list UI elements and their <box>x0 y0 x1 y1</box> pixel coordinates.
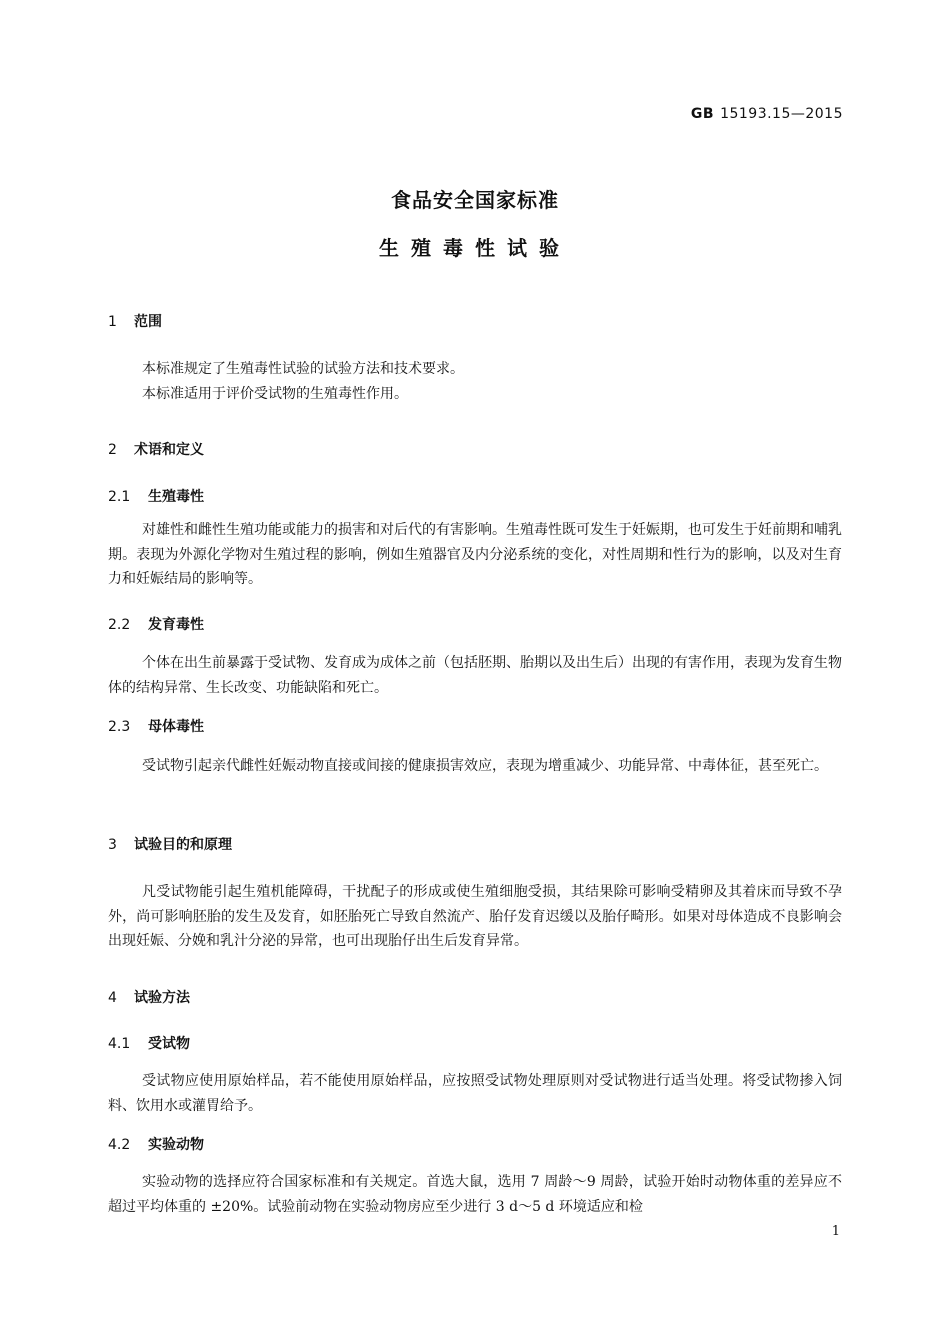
document-subtitle: 生殖毒性试验 <box>379 236 571 260</box>
subsection-heading-2-1 <box>108 486 204 506</box>
paragraph: 本标准适用于评价受试物的生殖毒性作用。 <box>142 386 408 402</box>
subsection-title: 受试物 <box>148 1036 190 1052</box>
standard-prefix: GB <box>690 106 715 122</box>
paragraph: 本标准规定了生殖毒性试验的试验方法和技术要求。 <box>142 361 464 377</box>
section-number: 1 <box>108 314 117 330</box>
paragraph: 受试物引起亲代雌性妊娠动物直接或间接的健康损害效应，表现为增重减少、功能异常、中毒体征，甚至死亡。 <box>142 758 828 774</box>
document-title: 食品安全国家标准 <box>391 188 559 212</box>
paragraph: 受试物应使用原始样品，若不能使用原始样品，应按照受试物处理原则对受试物进行适当处理。将受试物掺入饲料、饮用水或灌胃给予。 <box>108 1073 842 1114</box>
subsection-heading-4-2 <box>108 1134 204 1154</box>
subsection-number: 2.2 <box>108 617 131 633</box>
subsection-number: 4.2 <box>108 1137 131 1153</box>
subsection-number: 4.1 <box>108 1036 131 1052</box>
paragraph: 凡受试物能引起生殖机能障碍，干扰配子的形成或使生殖细胞受损，其结果除可影响受精卵及其着床而导致不孕外，尚可影响胚胎的发生及发育，如胚胎死亡导致自然流产、胎仔发育迟缓以及胎仔畸形。如果对母体造成不良影响会出现妊娠、分娩和乳汁分泌的异常，也可出现胎仔出生后发育异常。 <box>108 884 842 949</box>
standard-code <box>691 106 843 122</box>
section-heading-4 <box>108 987 190 1007</box>
section-heading-1 <box>108 311 162 331</box>
paragraph: 个体在出生前暴露于受试物、发育成为成体之前（包括胚期、胎期以及出生后）出现的有害作用，表现为发育生物体的结构异常、生长改变、功能缺陷和死亡。 <box>108 655 842 696</box>
subsection-heading-2-2 <box>108 614 204 634</box>
section-number: 3 <box>108 837 117 853</box>
subsection-number: 2.3 <box>108 719 131 735</box>
subsection-title: 发育毒性 <box>148 617 204 633</box>
section-title: 范围 <box>134 314 162 330</box>
standard-number: 15193.15—2015 <box>720 106 843 122</box>
section-heading-2 <box>108 439 204 459</box>
subsection-heading-2-3 <box>108 716 204 736</box>
section-title: 术语和定义 <box>134 442 204 458</box>
paragraph: 实验动物的选择应符合国家标准和有关规定。首选大鼠，选用 7 周龄～9 周龄，试验开始时动物体重的差异应不超过平均体重的 ±20%。试验前动物在实验动物房应至少进行 3 d～5 d 环境适应和检 <box>108 1174 842 1215</box>
section-title: 试验目的和原理 <box>134 837 232 853</box>
subsection-number: 2.1 <box>108 489 131 505</box>
subsection-heading-4-1 <box>108 1033 190 1053</box>
section-title: 试验方法 <box>134 990 190 1006</box>
section-number: 4 <box>108 990 117 1006</box>
page-number: 1 <box>831 1224 840 1239</box>
subsection-title: 生殖毒性 <box>148 489 204 505</box>
paragraph: 对雄性和雌性生殖功能或能力的损害和对后代的有害影响。生殖毒性既可发生于妊娠期，也可发生于妊前期和哺乳期。表现为外源化学物对生殖过程的影响，例如生殖器官及内分泌系统的变化，对性周期和性行为的影响，以及对生育力和妊娠结局的影响等。 <box>108 522 842 587</box>
subsection-title: 实验动物 <box>148 1137 204 1153</box>
section-heading-3 <box>108 834 232 854</box>
section-number: 2 <box>108 442 117 458</box>
subsection-title: 母体毒性 <box>148 719 204 735</box>
